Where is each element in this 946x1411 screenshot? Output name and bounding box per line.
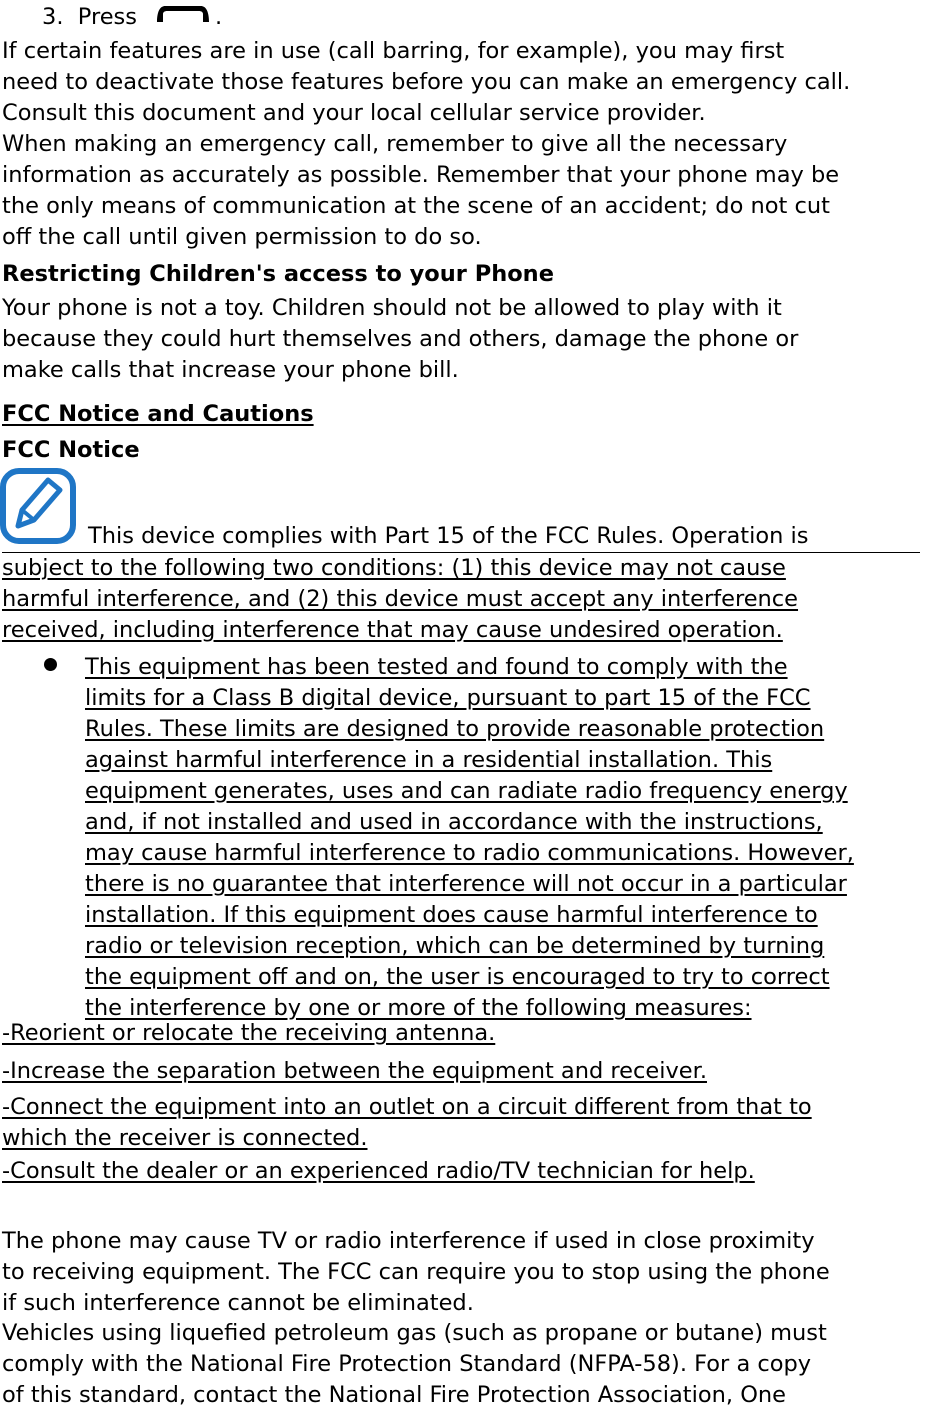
bullet-icon (44, 658, 57, 671)
paragraph-tv-radio-interference: The phone may cause TV or radio interference if used in close proximity to receiving equipment. The FCC can require you to stop using the phone if such interference cannot be eliminated. (2, 1228, 830, 1316)
heading-restricting-children: Restricting Children's access to your Phone (2, 261, 554, 287)
heading-fcc-notice-and-cautions: FCC Notice and Cautions (2, 401, 314, 427)
step-end: . (215, 4, 223, 30)
step-number: 3. (42, 4, 64, 30)
measure-increase-separation: -Increase the separation between the equipment and receiver. (2, 1058, 707, 1084)
paragraph-lpg-vehicles: Vehicles using liquefied petroleum gas (such as propane or butane) must comply with the National Fire Protection Standard (NFPA-58). For a copy of this standard, contact the National Fire Protection Association, One (2, 1320, 827, 1408)
end-call-key-icon (151, 2, 215, 26)
paragraph-emergency-call: When making an emergency call, remember to give all the necessary information as accurately as possible. Remember that your phone may be the only means of communication at the scene of an accident; do not cut off the call until given permission to do so. (2, 131, 840, 250)
measure-consult-dealer: -Consult the dealer or an experienced radio/TV technician for help. (2, 1158, 755, 1184)
step-3 (42, 2, 222, 33)
measure-different-circuit: -Connect the equipment into an outlet on a circuit different from that to which the receiver is connected. (2, 1094, 812, 1151)
measure-reorient-antenna: -Reorient or relocate the receiving antenna. (2, 1020, 496, 1046)
fcc-compliance-note: This device complies with Part 15 of the FCC Rules. Operation is subject to the following two conditions: (1) this device may not cause harmful interference, and (2) this device must accept any interference received, including interference that may cause undesired operation. (2, 521, 920, 646)
fcc-class-b-bullet: This equipment has been tested and found to comply with the limits for a Class B digital device, pursuant to part 15 of the FCC Rules. These limits are designed to provide reasonable protection against harmful interference in a residential installation. This equipment generates, uses and can radiate radio frequency energy and, if not installed and used in accordance with the instructions, may cause harmful interference to radio communications. However, there is no guarantee that interference will not occur in a particular installation. If this equipment does cause harmful interference to radio or television reception, which can be determined by turning the equipment off and on, the user is encouraged to try to correct the interference by one or more of the following measures: (85, 654, 854, 1021)
paragraph-not-a-toy: Your phone is not a toy. Children should not be allowed to play with it because they could hurt themselves and others, damage the phone or make calls that increase your phone bill. (2, 295, 799, 383)
paragraph-feature-restrictions: If certain features are in use (call barring, for example), you may first need to deactivate those features before you can make an emergency call. Consult this document and your local cellular service provider. (2, 38, 851, 126)
step-text: Press (77, 4, 137, 30)
heading-fcc-notice: FCC Notice (2, 437, 140, 463)
